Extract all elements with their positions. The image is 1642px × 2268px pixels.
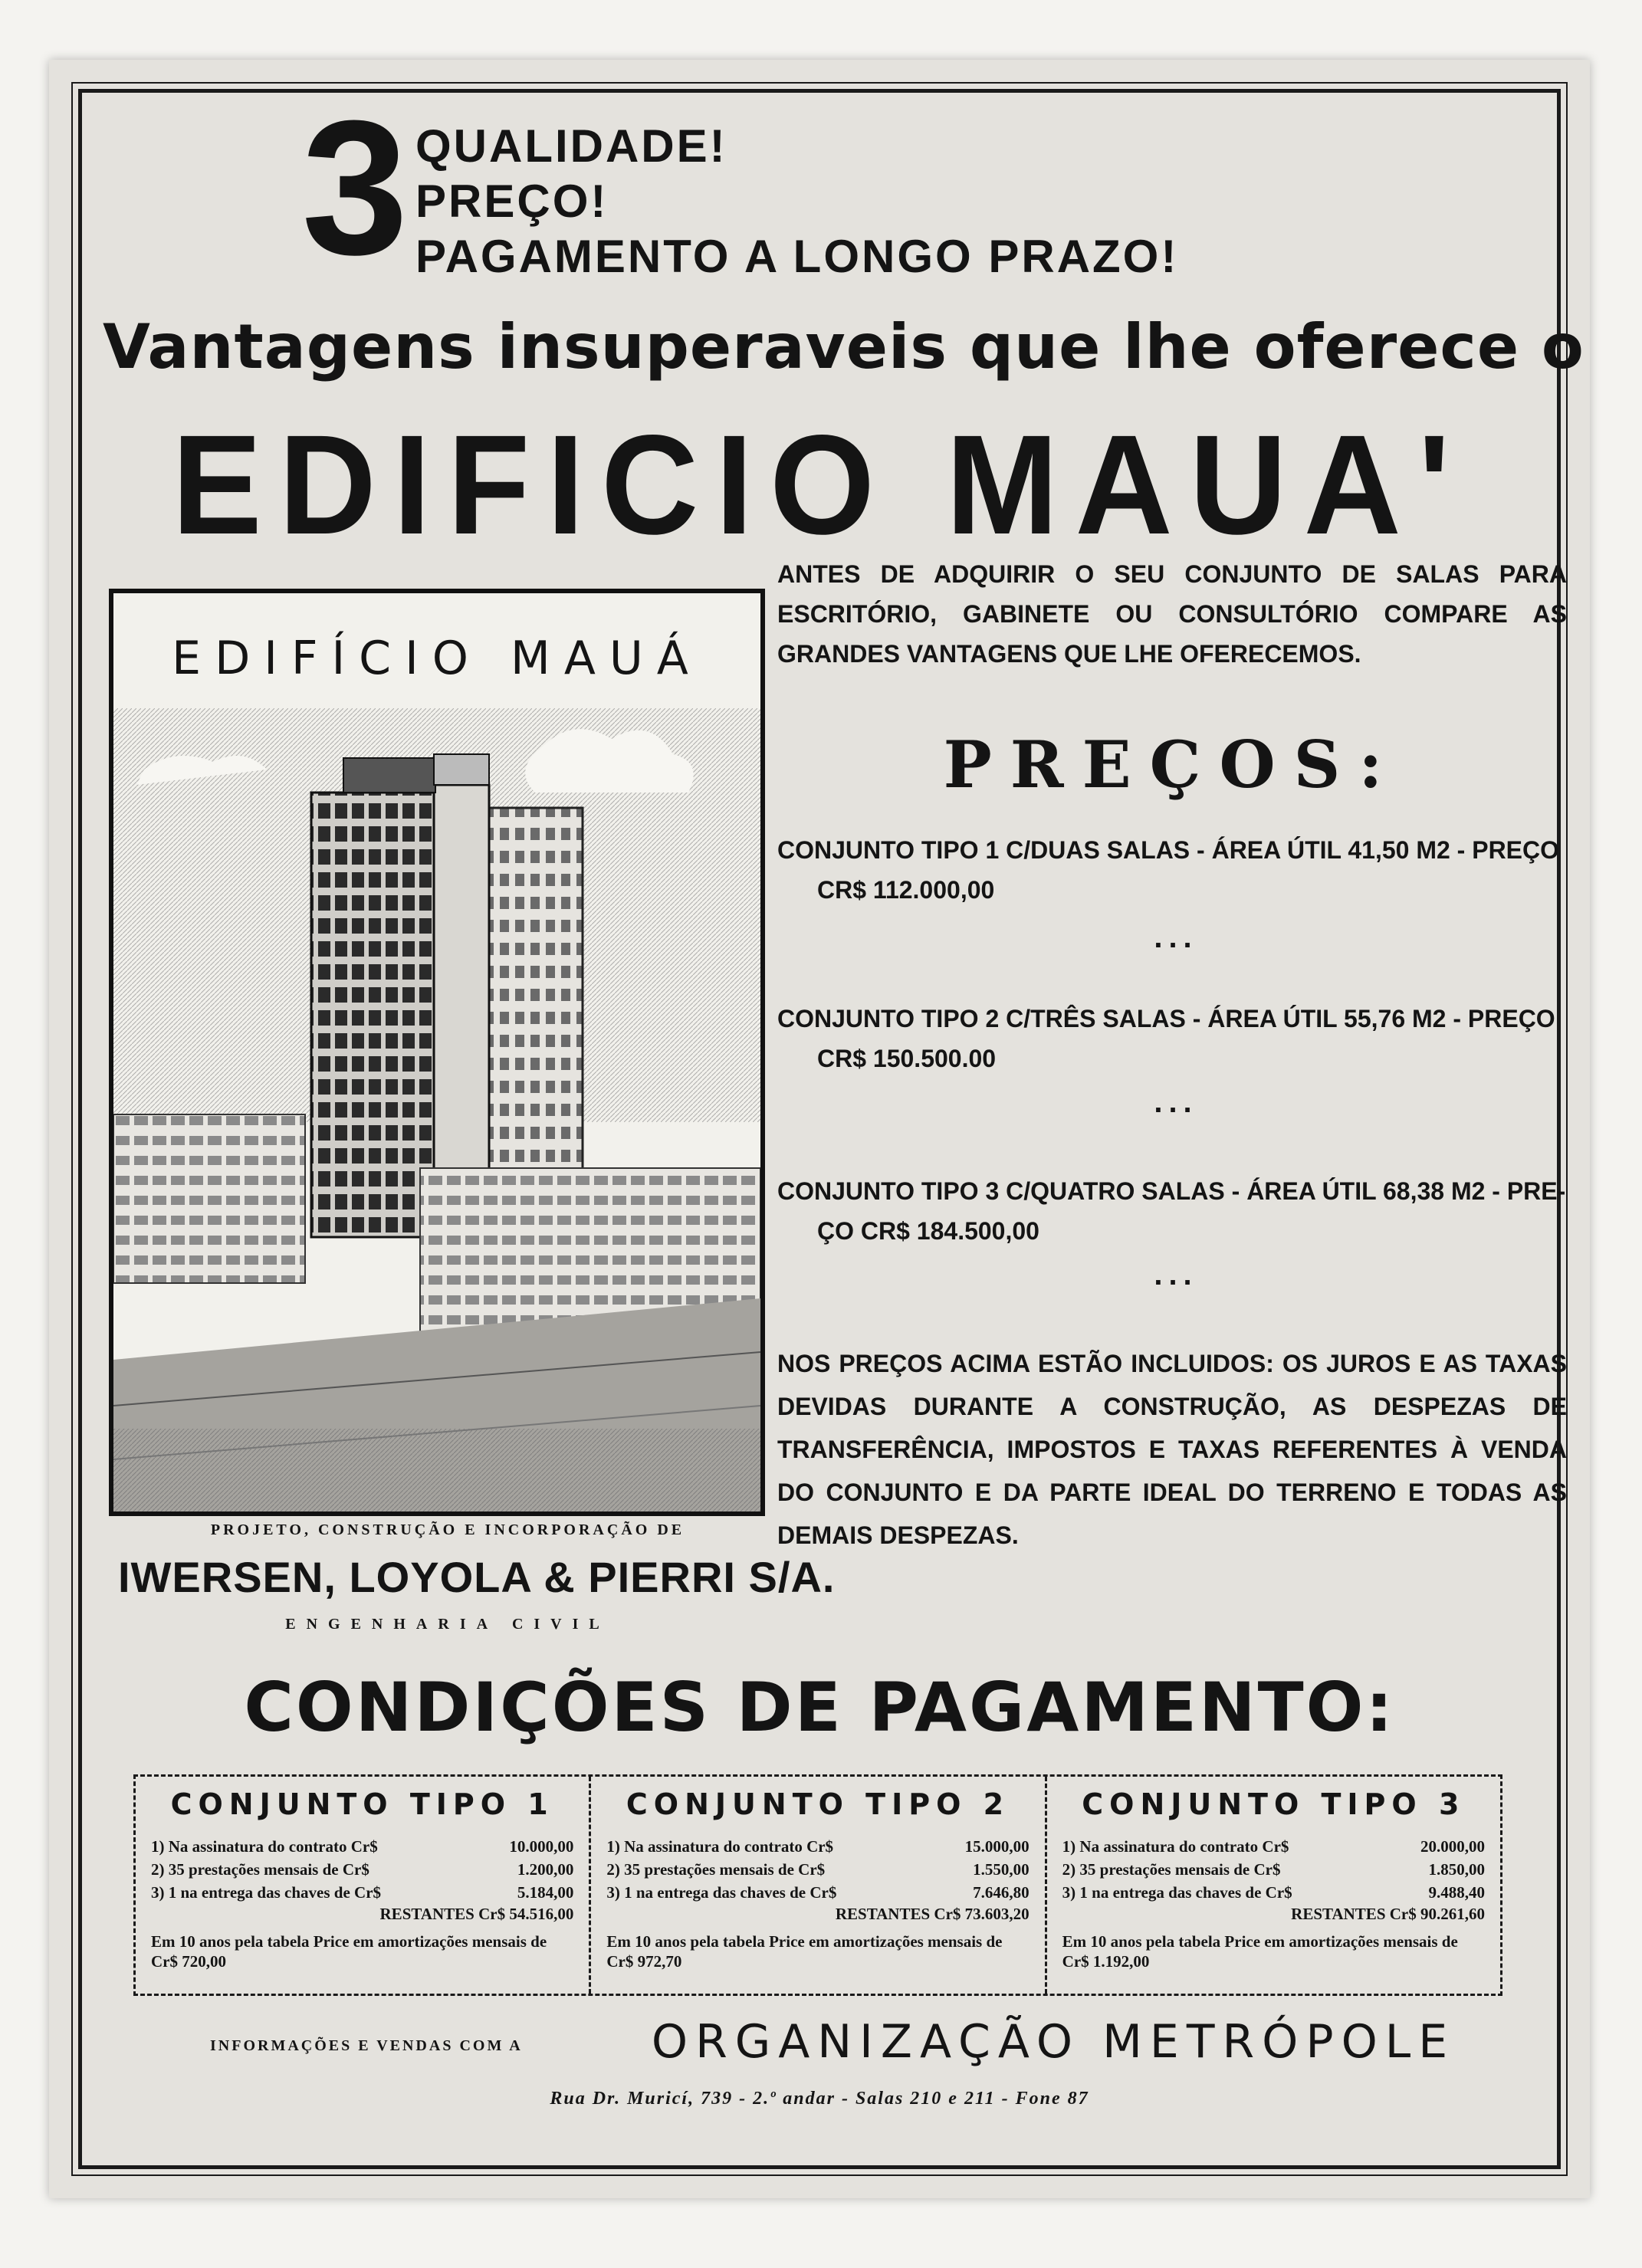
price-item-value: CR$ 150.500.00 <box>817 1045 997 1072</box>
headline-line-payment: PAGAMENTO A LONGO PRAZO! <box>415 231 1179 282</box>
intro-text: ANTES DE ADQUIRIR O SEU CONJUNTO DE SALAS PARA ESCRITÓRIO, GABINETE OU CONSULTÓRIO COMPARE AS GRANDES VANTAGENS QUE LHE OFERECEMOS. <box>777 560 1567 668</box>
row-label: 2) 35 prestações mensais de Cr$ <box>1062 1860 1281 1879</box>
row-label: 3) 1 na entrega das chaves de Cr$ <box>1062 1883 1292 1902</box>
separator-dots: ... <box>1154 1085 1198 1119</box>
credits-company: IWERSEN, LOYOLA & PIERRI S/A. <box>118 1553 836 1601</box>
building-illustration <box>109 589 765 1516</box>
price-item-desc: CONJUNTO TIPO 1 C/DUAS SALAS - ÁREA ÚTIL 41,50 M2 - PREÇO <box>777 836 1560 864</box>
row-label: 1) Na assinatura do contrato Cr$ <box>151 1837 378 1856</box>
sales-info-label: INFORMAÇÕES E VENDAS COM A <box>210 2037 523 2054</box>
payment-column-tipo-3 <box>1045 1777 1500 1994</box>
prices-title: PREÇOS: <box>943 727 1401 802</box>
prices-note: NOS PREÇOS ACIMA ESTÃO INCLUIDOS: OS JUROS E AS TAXAS DEVIDAS DURANTE A CONSTRUÇÃO, AS DESPEZAS DE TRANSFERÊNCIA, IMPOSTOS E TAXAS REFERENTES À VENDA DO CONJUNTO E DA PARTE IDEAL DO TERRENO E TODAS AS DEMAIS DESPEZAS. <box>777 1350 1567 1549</box>
headline-line-price: PREÇO! <box>415 176 609 227</box>
payment-row <box>151 1835 573 1858</box>
row-label: 1) Na assinatura do contrato Cr$ <box>1062 1837 1289 1856</box>
column-header: CONJUNTO TIPO 3 <box>1082 1787 1466 1821</box>
price-item-3 <box>777 1171 1567 1251</box>
price-item-desc: CONJUNTO TIPO 3 C/QUATRO SALAS - ÁREA ÚTIL 68,38 M2 - PRE- <box>777 1177 1566 1205</box>
tagline: Vantagens insuperaveis que lhe oferece o <box>103 311 1585 382</box>
organization-name: ORGANIZAÇÃO METRÓPOLE <box>651 2015 1456 2069</box>
payment-title: CONDIÇÕES DE PAGAMENTO: <box>244 1668 1395 1747</box>
payment-row <box>606 1881 1029 1904</box>
row-label: 1) Na assinatura do contrato Cr$ <box>606 1837 834 1856</box>
payment-row <box>606 1858 1029 1881</box>
price-item-desc: CONJUNTO TIPO 2 C/TRÊS SALAS - ÁREA ÚTIL 55,76 M2 - PREÇO <box>777 1005 1555 1032</box>
restantes: RESTANTES Cr$ 90.261,60 <box>1291 1905 1485 1923</box>
building-name-title: EDIFICIO MAUA' <box>172 406 1467 564</box>
payment-row <box>151 1858 573 1881</box>
row-value: 15.000,00 <box>964 1837 1030 1856</box>
column-header: CONJUNTO TIPO 1 <box>170 1787 554 1821</box>
building-drawing <box>113 593 760 1511</box>
payment-column-tipo-2 <box>589 1777 1044 1994</box>
row-value: 7.646,80 <box>973 1883 1030 1902</box>
payment-table <box>133 1774 1502 1996</box>
row-value: 20.000,00 <box>1420 1837 1485 1856</box>
row-label: 3) 1 na entrega das chaves de Cr$ <box>151 1883 382 1902</box>
newspaper-page <box>49 60 1590 2198</box>
footer-address: Rua Dr. Muricí, 739 - 2.º andar - Salas 210 e 211 - Fone 87 <box>550 2089 1089 2109</box>
headline-number: 3 <box>301 80 401 294</box>
row-label: 2) 35 prestações mensais de Cr$ <box>151 1860 369 1879</box>
separator-dots: ... <box>1154 1258 1198 1292</box>
restantes: RESTANTES Cr$ 54.516,00 <box>379 1905 574 1923</box>
payment-row <box>606 1835 1029 1858</box>
amortization-note: Em 10 anos pela tabela Price em amortizações mensais de Cr$ 1.192,00 <box>1062 1932 1458 1971</box>
payment-row <box>1062 1881 1485 1904</box>
payment-column-tipo-1 <box>136 1777 589 1994</box>
credits-line: PROJETO, CONSTRUÇÃO E INCORPORAÇÃO DE <box>210 1521 685 1538</box>
row-value: 1.850,00 <box>1428 1860 1485 1879</box>
amortization-note: Em 10 anos pela tabela Price em amortizações mensais de Cr$ 972,70 <box>606 1932 1003 1971</box>
headline-line-quality: QUALIDADE! <box>415 120 727 172</box>
row-value: 5.184,00 <box>517 1883 574 1902</box>
row-value: 1.200,00 <box>517 1860 574 1879</box>
price-item-value: ÇO CR$ 184.500,00 <box>817 1217 1039 1245</box>
row-value: 9.488,40 <box>1428 1883 1485 1902</box>
price-item-value: CR$ 112.000,00 <box>817 876 995 904</box>
row-label: 2) 35 prestações mensais de Cr$ <box>606 1860 826 1879</box>
price-item-1 <box>777 830 1567 910</box>
row-value: 1.550,00 <box>973 1860 1030 1879</box>
amortization-note: Em 10 anos pela tabela Price em amortizações mensais de Cr$ 720,00 <box>151 1932 547 1971</box>
credits-engineering: ENGENHARIA CIVIL <box>285 1616 610 1633</box>
restantes: RESTANTES Cr$ 73.603,20 <box>835 1905 1030 1923</box>
payment-row <box>1062 1835 1485 1858</box>
separator-dots: ... <box>1154 921 1198 954</box>
illustration-title: EDIFÍCIO MAUÁ <box>172 632 702 685</box>
column-header: CONJUNTO TIPO 2 <box>626 1787 1010 1821</box>
row-label: 3) 1 na entrega das chaves de Cr$ <box>606 1883 837 1902</box>
price-item-2 <box>777 999 1567 1078</box>
row-value: 10.000,00 <box>509 1837 574 1856</box>
payment-row <box>151 1881 573 1904</box>
payment-row <box>1062 1858 1485 1881</box>
